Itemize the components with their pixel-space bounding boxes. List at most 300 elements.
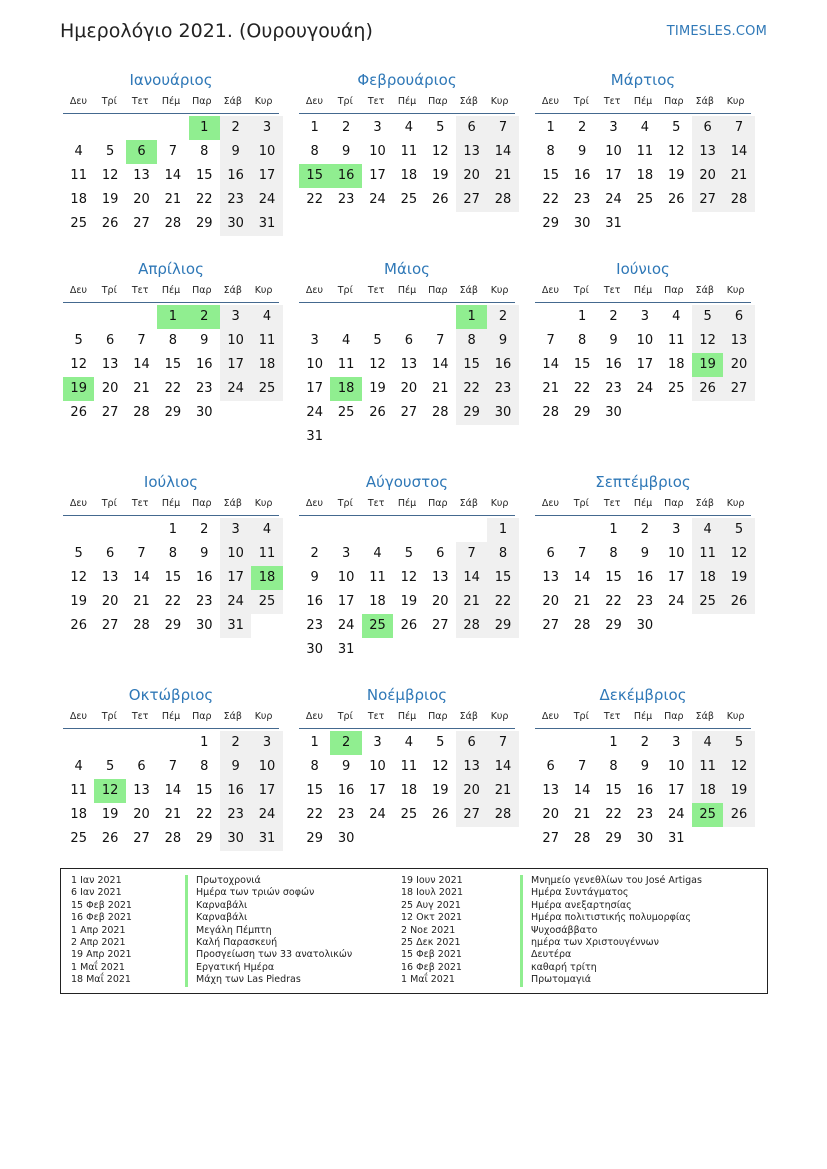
weekday-label: Πέμ xyxy=(633,96,653,107)
weekday-label: Δευ xyxy=(305,96,323,107)
legend-holiday-name: Ημέρα των τριών σοφών xyxy=(185,887,352,899)
day-cell: 25 xyxy=(400,807,418,822)
day-cell: 22 xyxy=(195,807,213,822)
day-cell: 15 xyxy=(195,783,213,798)
day-cell: 1 xyxy=(310,735,319,750)
day-cell: 5 xyxy=(723,731,754,755)
weekday-label: Δευ xyxy=(305,498,323,509)
day-cell: 26 xyxy=(70,618,87,633)
day-cell: 4 xyxy=(251,518,282,542)
day-cell: 15 xyxy=(573,357,591,372)
weekday-header xyxy=(63,90,279,114)
day-cell: 9 xyxy=(200,333,209,348)
weekday-label: Τρί xyxy=(573,285,589,296)
legend-date: 1 Ιαν 2021 xyxy=(71,875,122,886)
holiday-day-cell: 19 xyxy=(692,353,723,377)
day-cell: 29 xyxy=(605,831,622,846)
day-cell: 4 xyxy=(373,546,382,561)
day-cell: 22 xyxy=(573,381,591,396)
day-cell: 28 xyxy=(456,614,487,638)
day-cell: 1 xyxy=(200,735,209,750)
legend-date: 15 Φεβ 2021 xyxy=(71,899,132,911)
day-cell: 3 xyxy=(672,735,681,750)
day-cell: 23 xyxy=(636,594,654,609)
day-cell: 22 xyxy=(456,377,487,401)
day-cell: 10 xyxy=(337,570,355,585)
day-cell: 23 xyxy=(337,192,355,207)
day-cell: 31 xyxy=(251,212,282,236)
day-cell: 15 xyxy=(164,357,182,372)
weekday-label: Κυρ xyxy=(726,498,745,509)
day-cell: 6 xyxy=(404,333,413,348)
day-cell: 9 xyxy=(487,329,518,353)
day-cell: 6 xyxy=(692,116,723,140)
day-cell: 20 xyxy=(542,594,559,609)
day-cell: 18 xyxy=(400,783,418,798)
day-cell: 23 xyxy=(487,377,518,401)
legend-date: 16 Φεβ 2021 xyxy=(71,912,132,924)
day-cell: 8 xyxy=(456,329,487,353)
day-cell: 9 xyxy=(200,546,209,561)
weekday-label: Κυρ xyxy=(726,711,745,722)
legend-holiday-name: Ημέρα Συντάγματος xyxy=(520,887,702,899)
weekday-label: Σάβ xyxy=(223,711,242,722)
day-cell: 23 xyxy=(220,188,251,212)
day-cell: 3 xyxy=(310,333,319,348)
day-cell: 19 xyxy=(723,566,754,590)
day-grid xyxy=(299,303,519,449)
day-grid xyxy=(535,303,755,425)
day-cell: 4 xyxy=(74,144,83,159)
legend-date: 18 Μαΐ 2021 xyxy=(71,974,131,986)
weekday-label: Τρί xyxy=(101,285,117,296)
day-cell: 7 xyxy=(487,731,518,755)
legend-holiday-name: Ημέρα ανεξαρτησίας xyxy=(520,900,702,912)
page-title: Ημερολόγιο 2021. (Ουρουγουάη) xyxy=(60,20,373,42)
day-cell: 2 xyxy=(200,522,209,537)
day-cell: 14 xyxy=(133,357,150,372)
day-cell: 16 xyxy=(195,570,213,585)
weekday-header xyxy=(535,90,751,114)
day-cell: 12 xyxy=(692,329,723,353)
day-cell: 1 xyxy=(487,518,518,542)
day-cell: 10 xyxy=(667,759,685,774)
day-grid xyxy=(63,114,283,236)
day-cell: 25 xyxy=(667,381,685,396)
weekday-label: Σάβ xyxy=(459,96,478,107)
day-cell: 9 xyxy=(609,333,618,348)
day-cell: 7 xyxy=(546,333,555,348)
empty-cell xyxy=(393,518,424,542)
holiday-day-cell: 12 xyxy=(94,779,125,803)
day-cell: 14 xyxy=(431,357,449,372)
weekday-label: Δευ xyxy=(69,96,87,107)
day-cell: 2 xyxy=(220,731,251,755)
weekday-label: Πέμ xyxy=(161,285,181,296)
weekday-label: Κυρ xyxy=(254,285,273,296)
day-cell: 29 xyxy=(605,618,622,633)
day-cell: 13 xyxy=(101,357,119,372)
day-cell: 16 xyxy=(337,783,355,798)
month-block xyxy=(296,70,518,212)
day-cell: 15 xyxy=(306,783,323,798)
day-cell: 5 xyxy=(692,305,723,329)
day-cell: 10 xyxy=(251,755,282,779)
day-cell: 15 xyxy=(487,566,518,590)
weekday-label: Τετ xyxy=(131,285,149,296)
day-cell: 10 xyxy=(369,759,386,774)
day-cell: 5 xyxy=(74,546,83,561)
day-cell: 6 xyxy=(105,546,115,561)
day-cell: 14 xyxy=(723,140,754,164)
day-cell: 25 xyxy=(70,216,87,231)
day-cell: 24 xyxy=(306,405,323,420)
month-block xyxy=(532,259,754,425)
day-cell: 5 xyxy=(74,333,83,348)
day-cell: 12 xyxy=(723,755,754,779)
day-cell: 27 xyxy=(101,618,119,633)
weekday-label: Δευ xyxy=(69,285,87,296)
legend-left-names xyxy=(185,875,352,987)
month-block xyxy=(60,472,282,638)
day-cell: 7 xyxy=(487,116,518,140)
day-cell: 7 xyxy=(456,542,487,566)
holiday-day-cell: 18 xyxy=(251,566,282,590)
month-block xyxy=(60,70,282,236)
day-cell: 10 xyxy=(251,140,282,164)
weekday-label: Σάβ xyxy=(223,96,242,107)
day-cell: 19 xyxy=(101,807,119,822)
day-cell: 22 xyxy=(605,807,622,822)
legend-right-dates xyxy=(401,875,463,987)
day-cell: 8 xyxy=(168,333,177,348)
day-cell: 23 xyxy=(195,381,213,396)
day-cell: 26 xyxy=(369,405,386,420)
legend-holiday-name: Πρωτομαγιά xyxy=(520,974,702,986)
day-cell: 30 xyxy=(636,831,654,846)
day-cell: 9 xyxy=(310,570,319,585)
weekday-label: Τετ xyxy=(603,498,621,509)
empty-cell xyxy=(425,518,456,542)
day-cell: 20 xyxy=(101,594,119,609)
day-cell: 3 xyxy=(373,120,382,135)
day-cell: 16 xyxy=(220,779,251,803)
day-grid xyxy=(63,303,283,425)
day-cell: 14 xyxy=(542,357,559,372)
month-name: Ιούλιος xyxy=(143,473,199,491)
holiday-day-cell: 25 xyxy=(692,803,723,827)
day-cell: 10 xyxy=(369,144,386,159)
weekday-label: Σάβ xyxy=(695,498,714,509)
weekday-label: Παρ xyxy=(428,96,448,107)
day-cell: 18 xyxy=(636,168,654,183)
day-cell: 23 xyxy=(636,807,654,822)
month-name: Αύγουστος xyxy=(365,473,449,491)
day-cell: 3 xyxy=(251,731,282,755)
empty-cell xyxy=(566,518,597,542)
weekday-header xyxy=(63,492,279,516)
weekday-label: Σάβ xyxy=(223,498,242,509)
day-cell: 4 xyxy=(341,333,351,348)
day-cell: 17 xyxy=(369,168,386,183)
weekday-header xyxy=(299,492,515,516)
day-cell: 26 xyxy=(723,590,754,614)
day-cell: 31 xyxy=(605,216,622,231)
day-cell: 5 xyxy=(105,144,115,159)
day-cell: 27 xyxy=(692,188,723,212)
weekday-label: Παρ xyxy=(192,285,212,296)
day-cell: 8 xyxy=(200,144,209,159)
day-cell: 24 xyxy=(667,807,685,822)
month-block xyxy=(296,259,518,449)
day-cell: 24 xyxy=(251,803,282,827)
day-cell: 19 xyxy=(70,594,87,609)
month-name: Ιούνιος xyxy=(616,260,670,278)
month-name: Φεβρουάριος xyxy=(357,71,457,89)
empty-cell xyxy=(535,731,566,755)
weekday-label: Τετ xyxy=(367,498,385,509)
day-cell: 8 xyxy=(200,759,209,774)
day-cell: 19 xyxy=(431,783,449,798)
day-cell: 2 xyxy=(640,522,649,537)
day-cell: 11 xyxy=(251,542,282,566)
day-cell: 6 xyxy=(456,116,487,140)
day-cell: 30 xyxy=(220,827,251,851)
empty-cell xyxy=(535,518,566,542)
day-cell: 17 xyxy=(369,783,386,798)
day-cell: 19 xyxy=(101,192,119,207)
day-cell: 24 xyxy=(251,188,282,212)
day-cell: 3 xyxy=(672,522,681,537)
day-cell: 29 xyxy=(164,405,182,420)
weekday-label: Τετ xyxy=(367,285,385,296)
weekday-label: Τετ xyxy=(367,96,385,107)
day-cell: 20 xyxy=(723,353,754,377)
month-name: Νοέμβριος xyxy=(366,686,448,704)
day-cell: 17 xyxy=(251,779,282,803)
day-cell: 24 xyxy=(667,594,685,609)
day-cell: 16 xyxy=(605,357,622,372)
day-cell: 4 xyxy=(404,120,413,135)
legend-holiday-name: Καρναβάλι xyxy=(185,900,352,912)
day-cell: 21 xyxy=(164,807,182,822)
day-cell: 27 xyxy=(456,188,487,212)
day-cell: 12 xyxy=(723,542,754,566)
empty-cell xyxy=(94,116,125,140)
weekday-label: Κυρ xyxy=(490,498,509,509)
weekday-header xyxy=(63,279,279,303)
day-cell: 3 xyxy=(640,309,649,324)
day-cell: 18 xyxy=(369,594,386,609)
day-cell: 14 xyxy=(487,140,518,164)
legend-holiday-name: Ψυχοσάββατο xyxy=(520,925,702,937)
weekday-label: Παρ xyxy=(192,711,212,722)
day-cell: 13 xyxy=(101,570,119,585)
weekday-label: Δευ xyxy=(541,498,559,509)
legend-date: 25 Δεκ 2021 xyxy=(401,936,461,948)
empty-cell xyxy=(330,305,361,329)
empty-cell xyxy=(94,518,125,542)
weekday-label: Σάβ xyxy=(459,285,478,296)
holiday-day-cell: 18 xyxy=(330,377,361,401)
day-cell: 12 xyxy=(431,759,449,774)
legend-date: 25 Αυγ 2021 xyxy=(401,899,461,911)
day-cell: 13 xyxy=(692,140,723,164)
day-cell: 9 xyxy=(220,140,251,164)
day-cell: 27 xyxy=(542,831,559,846)
day-cell: 27 xyxy=(456,803,487,827)
day-cell: 6 xyxy=(105,333,115,348)
weekday-label: Κυρ xyxy=(254,96,273,107)
weekday-header xyxy=(299,705,515,729)
empty-cell xyxy=(299,518,330,542)
day-cell: 2 xyxy=(341,120,351,135)
month-name: Μάιος xyxy=(384,260,430,278)
day-cell: 21 xyxy=(487,164,518,188)
weekday-label: Πέμ xyxy=(397,498,417,509)
day-cell: 30 xyxy=(636,618,654,633)
legend-date: 6 Ιαν 2021 xyxy=(71,887,122,899)
holiday-day-cell: 1 xyxy=(456,305,487,329)
day-cell: 28 xyxy=(164,216,182,231)
empty-cell xyxy=(393,305,424,329)
day-cell: 7 xyxy=(168,759,177,774)
holiday-day-cell: 1 xyxy=(189,116,220,140)
day-cell: 24 xyxy=(369,807,386,822)
day-cell: 24 xyxy=(605,192,622,207)
day-cell: 25 xyxy=(337,405,355,420)
day-cell: 6 xyxy=(456,731,487,755)
legend-holiday-name: Καλή Παρασκευή xyxy=(185,937,352,949)
empty-cell xyxy=(126,116,157,140)
day-cell: 7 xyxy=(168,144,177,159)
day-cell: 1 xyxy=(546,120,555,135)
day-cell: 18 xyxy=(70,192,87,207)
day-cell: 5 xyxy=(436,120,445,135)
legend-holiday-name: Καρναβάλι xyxy=(185,912,352,924)
day-cell: 25 xyxy=(400,192,418,207)
day-cell: 5 xyxy=(105,759,115,774)
empty-cell xyxy=(126,305,157,329)
day-cell: 28 xyxy=(133,405,150,420)
weekday-label: Κυρ xyxy=(490,711,509,722)
day-cell: 11 xyxy=(400,144,418,159)
day-cell: 15 xyxy=(195,168,213,183)
month-block xyxy=(532,685,754,851)
day-cell: 1 xyxy=(609,522,618,537)
day-cell: 22 xyxy=(195,192,213,207)
day-cell: 13 xyxy=(456,755,487,779)
day-cell: 17 xyxy=(667,570,685,585)
day-cell: 16 xyxy=(220,164,251,188)
day-cell: 31 xyxy=(337,642,355,657)
day-cell: 7 xyxy=(577,759,587,774)
weekday-label: Πέμ xyxy=(161,96,181,107)
day-cell: 31 xyxy=(667,831,685,846)
day-cell: 16 xyxy=(573,168,591,183)
day-cell: 28 xyxy=(487,188,518,212)
day-cell: 20 xyxy=(456,164,487,188)
day-cell: 24 xyxy=(337,618,355,633)
empty-cell xyxy=(94,305,125,329)
day-cell: 17 xyxy=(667,783,685,798)
brand-link[interactable]: TIMESLES.COM xyxy=(666,24,767,39)
day-cell: 4 xyxy=(692,731,723,755)
day-cell: 27 xyxy=(431,618,449,633)
weekday-label: Παρ xyxy=(428,285,448,296)
weekday-label: Πέμ xyxy=(397,285,417,296)
legend-left-dates xyxy=(71,875,132,987)
day-cell: 20 xyxy=(101,381,119,396)
weekday-label: Δευ xyxy=(69,498,87,509)
day-cell: 3 xyxy=(341,546,351,561)
weekday-label: Δευ xyxy=(541,285,559,296)
day-cell: 1 xyxy=(609,735,618,750)
day-cell: 30 xyxy=(195,405,213,420)
empty-cell xyxy=(362,305,393,329)
day-cell: 14 xyxy=(456,566,487,590)
day-cell: 14 xyxy=(164,168,182,183)
day-cell: 25 xyxy=(636,192,654,207)
weekday-label: Τρί xyxy=(573,498,589,509)
day-cell: 23 xyxy=(306,618,323,633)
empty-cell xyxy=(157,116,188,140)
empty-cell xyxy=(63,116,94,140)
weekday-header xyxy=(63,705,279,729)
day-cell: 17 xyxy=(306,381,323,396)
day-cell: 4 xyxy=(692,518,723,542)
day-cell: 12 xyxy=(70,570,87,585)
day-cell: 8 xyxy=(577,333,587,348)
day-cell: 13 xyxy=(133,168,150,183)
legend-right-names xyxy=(520,875,702,987)
day-cell: 5 xyxy=(404,546,413,561)
day-cell: 3 xyxy=(220,305,251,329)
day-cell: 30 xyxy=(487,401,518,425)
empty-cell xyxy=(126,731,157,755)
day-cell: 12 xyxy=(400,570,418,585)
empty-cell xyxy=(456,518,487,542)
weekday-label: Πέμ xyxy=(161,711,181,722)
weekday-header xyxy=(535,705,751,729)
empty-cell xyxy=(330,518,361,542)
day-cell: 12 xyxy=(70,357,87,372)
day-cell: 20 xyxy=(692,164,723,188)
day-cell: 5 xyxy=(373,333,382,348)
day-cell: 16 xyxy=(487,353,518,377)
day-cell: 11 xyxy=(369,570,386,585)
day-cell: 5 xyxy=(672,120,681,135)
day-cell: 14 xyxy=(164,783,182,798)
day-cell: 23 xyxy=(605,381,622,396)
day-cell: 14 xyxy=(573,783,591,798)
day-cell: 2 xyxy=(640,735,649,750)
legend-date: 16 Φεβ 2021 xyxy=(401,961,462,973)
day-cell: 9 xyxy=(577,144,587,159)
day-cell: 5 xyxy=(723,518,754,542)
legend-date: 1 Απρ 2021 xyxy=(71,924,126,936)
day-cell: 27 xyxy=(133,831,150,846)
day-cell: 20 xyxy=(431,594,449,609)
day-cell: 18 xyxy=(692,779,723,803)
legend-holiday-name: Πρωτοχρονιά xyxy=(185,875,352,887)
day-grid xyxy=(535,729,755,851)
day-cell: 8 xyxy=(168,546,177,561)
day-cell: 20 xyxy=(542,807,559,822)
day-cell: 27 xyxy=(133,216,150,231)
month-block xyxy=(60,259,282,425)
day-cell: 30 xyxy=(195,618,213,633)
